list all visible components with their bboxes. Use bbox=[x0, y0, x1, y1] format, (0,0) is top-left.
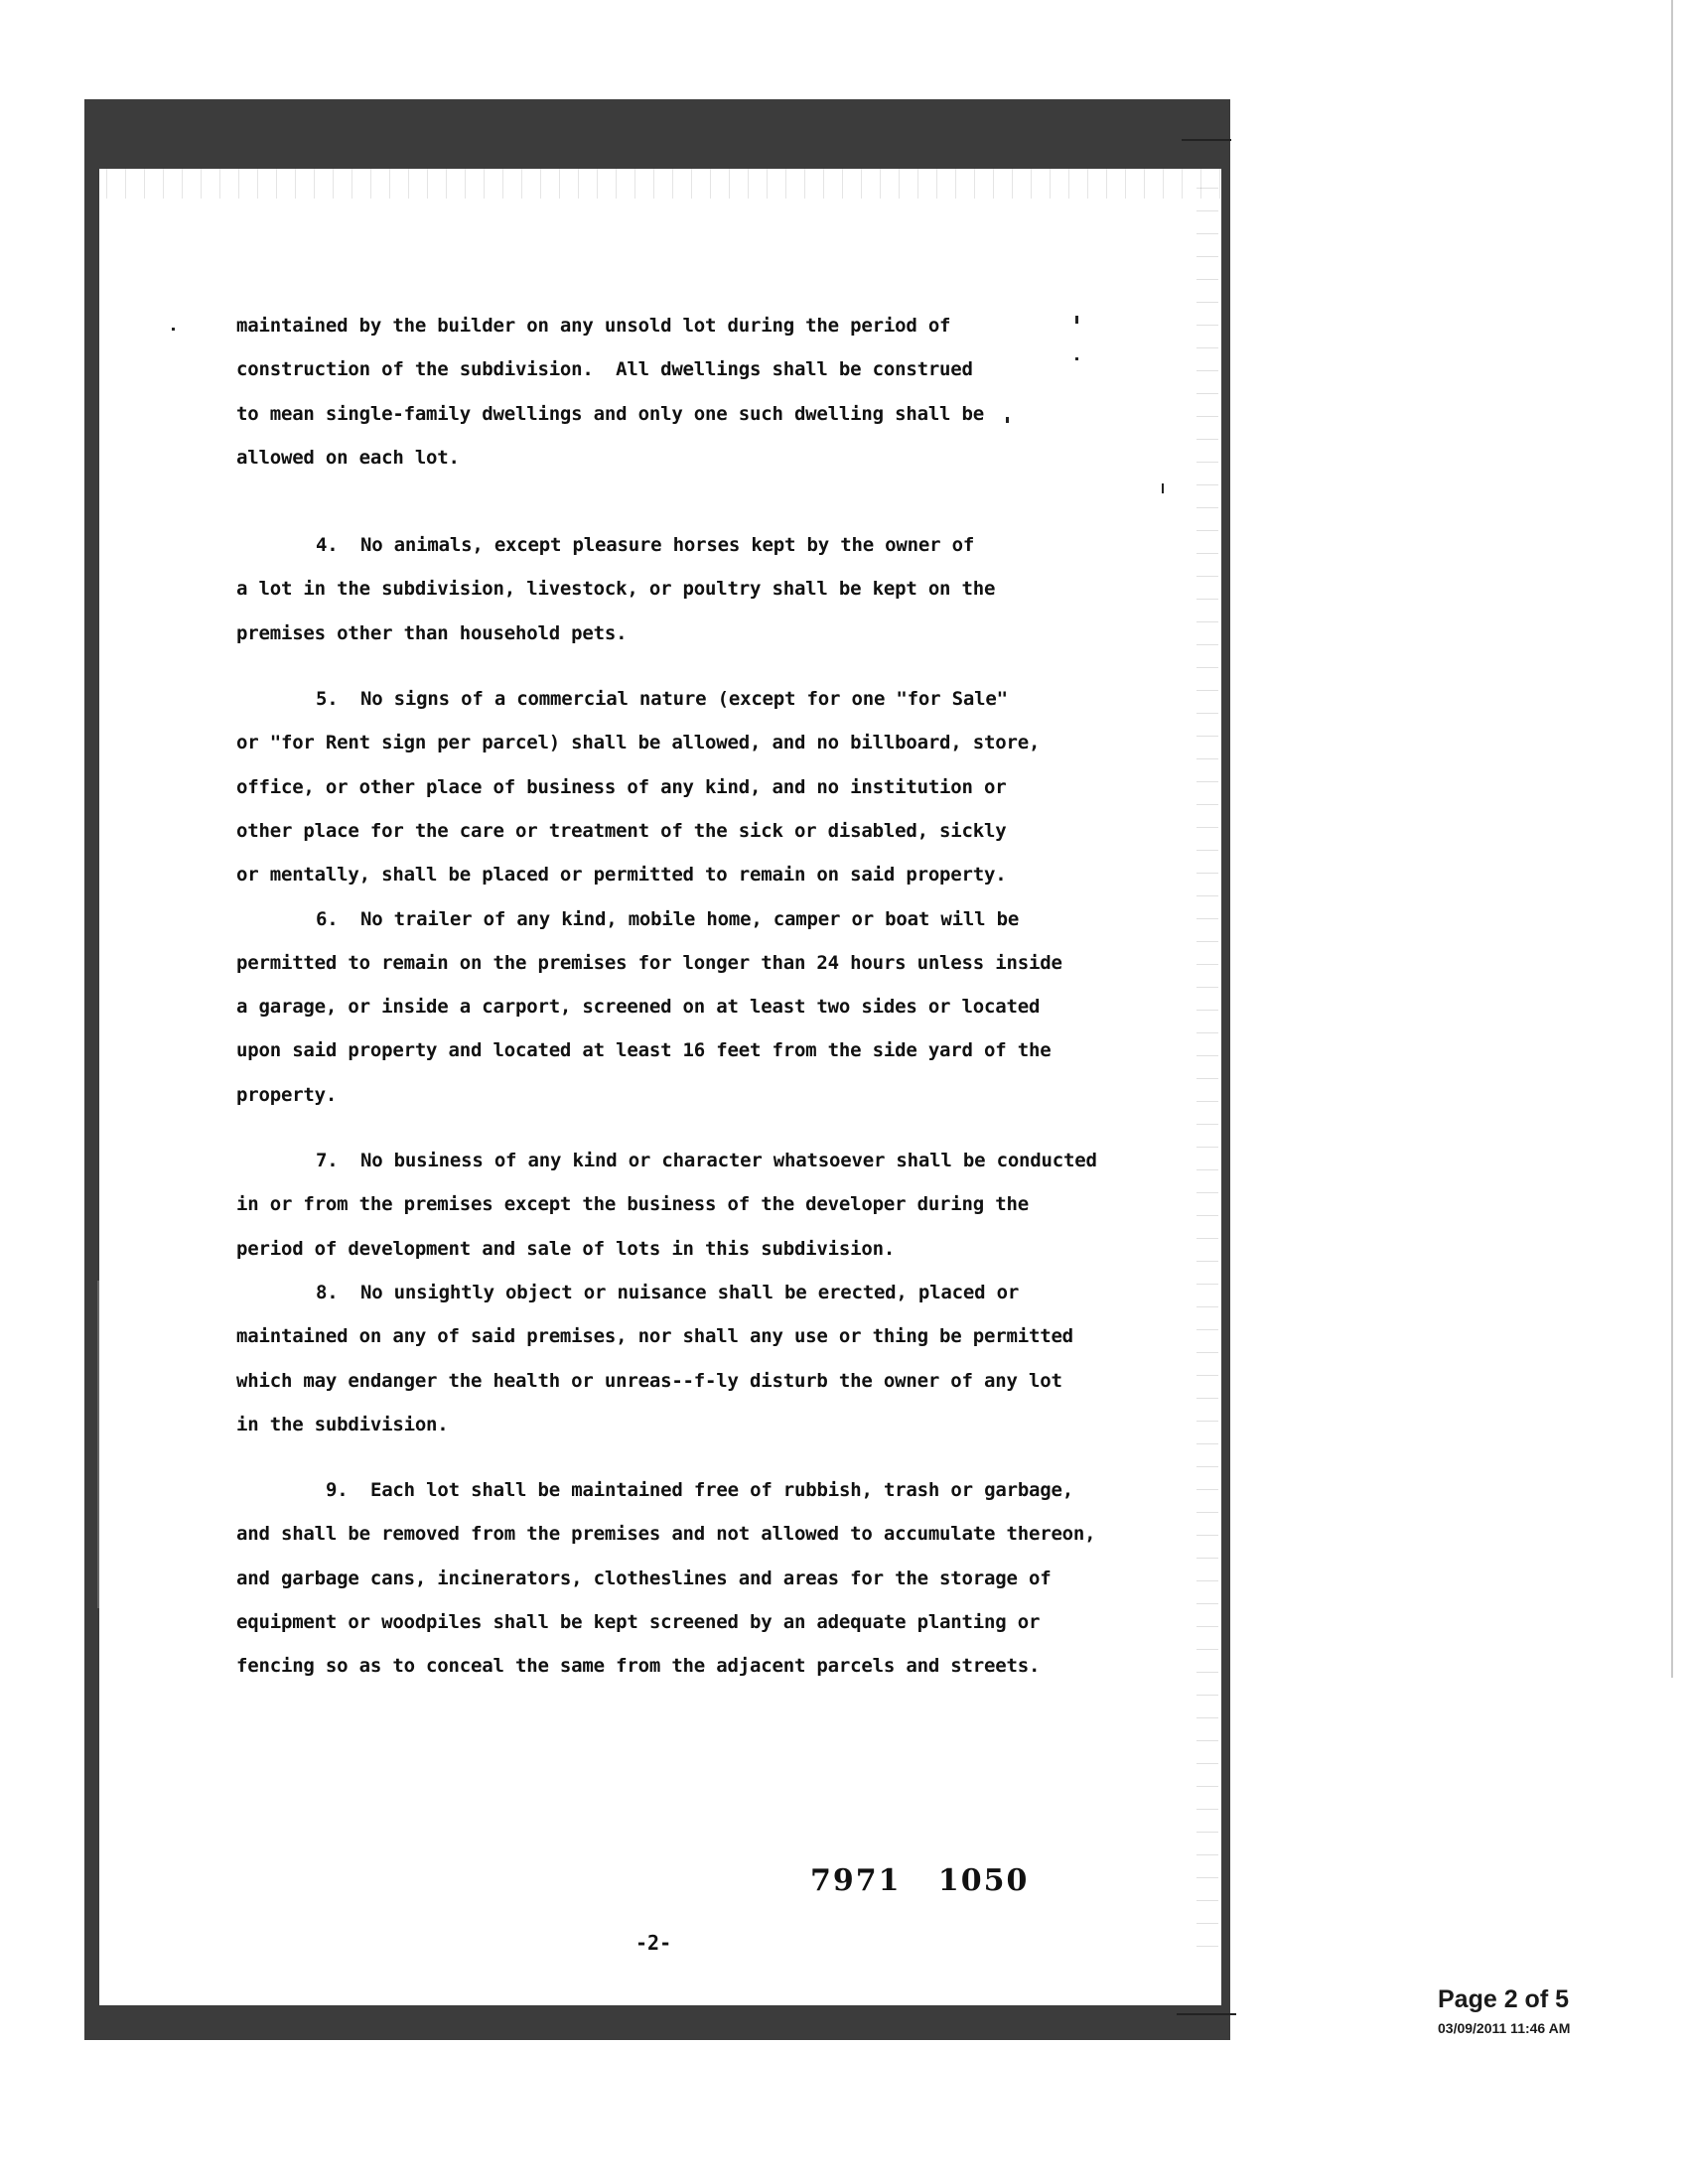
scan-speck bbox=[172, 328, 175, 331]
text-line: in the subdivision. bbox=[236, 1413, 449, 1435]
paragraph-7-start: 7. No business of any kind or character whatsoever shall be conducted bbox=[316, 1150, 1097, 1172]
paragraph-8-start: 8. No unsightly object or nuisance shall be erected, placed or bbox=[316, 1281, 1020, 1303]
text-line: in or from the premises except the business of the developer during the bbox=[236, 1193, 1029, 1216]
text-line: upon said property and located at least 16 feet from the side yard of the bbox=[236, 1039, 1052, 1062]
text-line: office, or other place of business of any kind, and no institution or bbox=[236, 775, 1007, 798]
page-counter: Page 2 of 5 bbox=[1438, 1985, 1569, 2013]
scan-speck bbox=[1162, 483, 1164, 493]
text-line: and shall be removed from the premises and not allowed to accumulate thereon, bbox=[236, 1523, 1096, 1546]
text-line: to mean single-family dwellings and only one such dwelling shall be bbox=[236, 402, 985, 425]
timestamp: 03/09/2011 11:46 AM bbox=[1438, 2020, 1571, 2036]
right-edge-line bbox=[1671, 0, 1673, 1678]
text-line: or "for Rent sign per parcel) shall be allowed, and no billboard, store, bbox=[236, 732, 1041, 754]
text-line: construction of the subdivision. All dwellings shall be construed bbox=[236, 358, 973, 381]
text-line: allowed on each lot. bbox=[236, 446, 460, 469]
text-line: period of development and sale of lots in this subdivision. bbox=[236, 1237, 896, 1260]
left-scan-edge bbox=[97, 1281, 99, 1608]
scan-speck bbox=[1182, 139, 1231, 141]
scan-speck bbox=[1177, 2013, 1236, 2015]
text-line: which may endanger the health or unreas--f-ly disturb the owner of any lot bbox=[236, 1369, 1062, 1392]
document-body bbox=[236, 304, 1130, 1689]
text-line: other place for the care or treatment of the sick or disabled, sickly bbox=[236, 819, 1007, 842]
scan-noise-top bbox=[99, 169, 1221, 199]
text-line: or mentally, shall be placed or permitted to remain on said property. bbox=[236, 864, 1007, 887]
text-line: property. bbox=[236, 1083, 338, 1106]
text-line: fencing so as to conceal the same from the adjacent parcels and streets. bbox=[236, 1655, 1041, 1678]
page-mark: -2- bbox=[635, 1931, 672, 1955]
paragraph-6-start: 6. No trailer of any kind, mobile home, camper or boat will be bbox=[316, 907, 1020, 930]
text-line: premises other than household pets. bbox=[236, 621, 628, 644]
text-line: permitted to remain on the premises for longer than 24 hours unless inside bbox=[236, 951, 1062, 974]
text-line: maintained by the builder on any unsold lot during the period of bbox=[236, 315, 951, 337]
book-page-number: 7971 1050 bbox=[810, 1863, 1030, 1898]
text-line: equipment or woodpiles shall be kept screened by an adequate planting or bbox=[236, 1611, 1041, 1634]
text-line: a garage, or inside a carport, screened on at least two sides or located bbox=[236, 996, 1041, 1019]
text-line: and garbage cans, incinerators, clotheslines and areas for the storage of bbox=[236, 1567, 1052, 1589]
scan-noise-right bbox=[1196, 179, 1218, 1966]
paragraph-4-start: 4. No animals, except pleasure horses kept by the owner of bbox=[316, 534, 975, 557]
paragraph-5-start: 5. No signs of a commercial nature (except for one "for Sale" bbox=[316, 688, 1008, 711]
text-line: maintained on any of said premises, nor shall any use or thing be permitted bbox=[236, 1325, 1073, 1348]
paragraph-9-start: 9. Each lot shall be maintained free of rubbish, trash or garbage, bbox=[326, 1479, 1074, 1502]
text-line: a lot in the subdivision, livestock, or poultry shall be kept on the bbox=[236, 578, 996, 601]
